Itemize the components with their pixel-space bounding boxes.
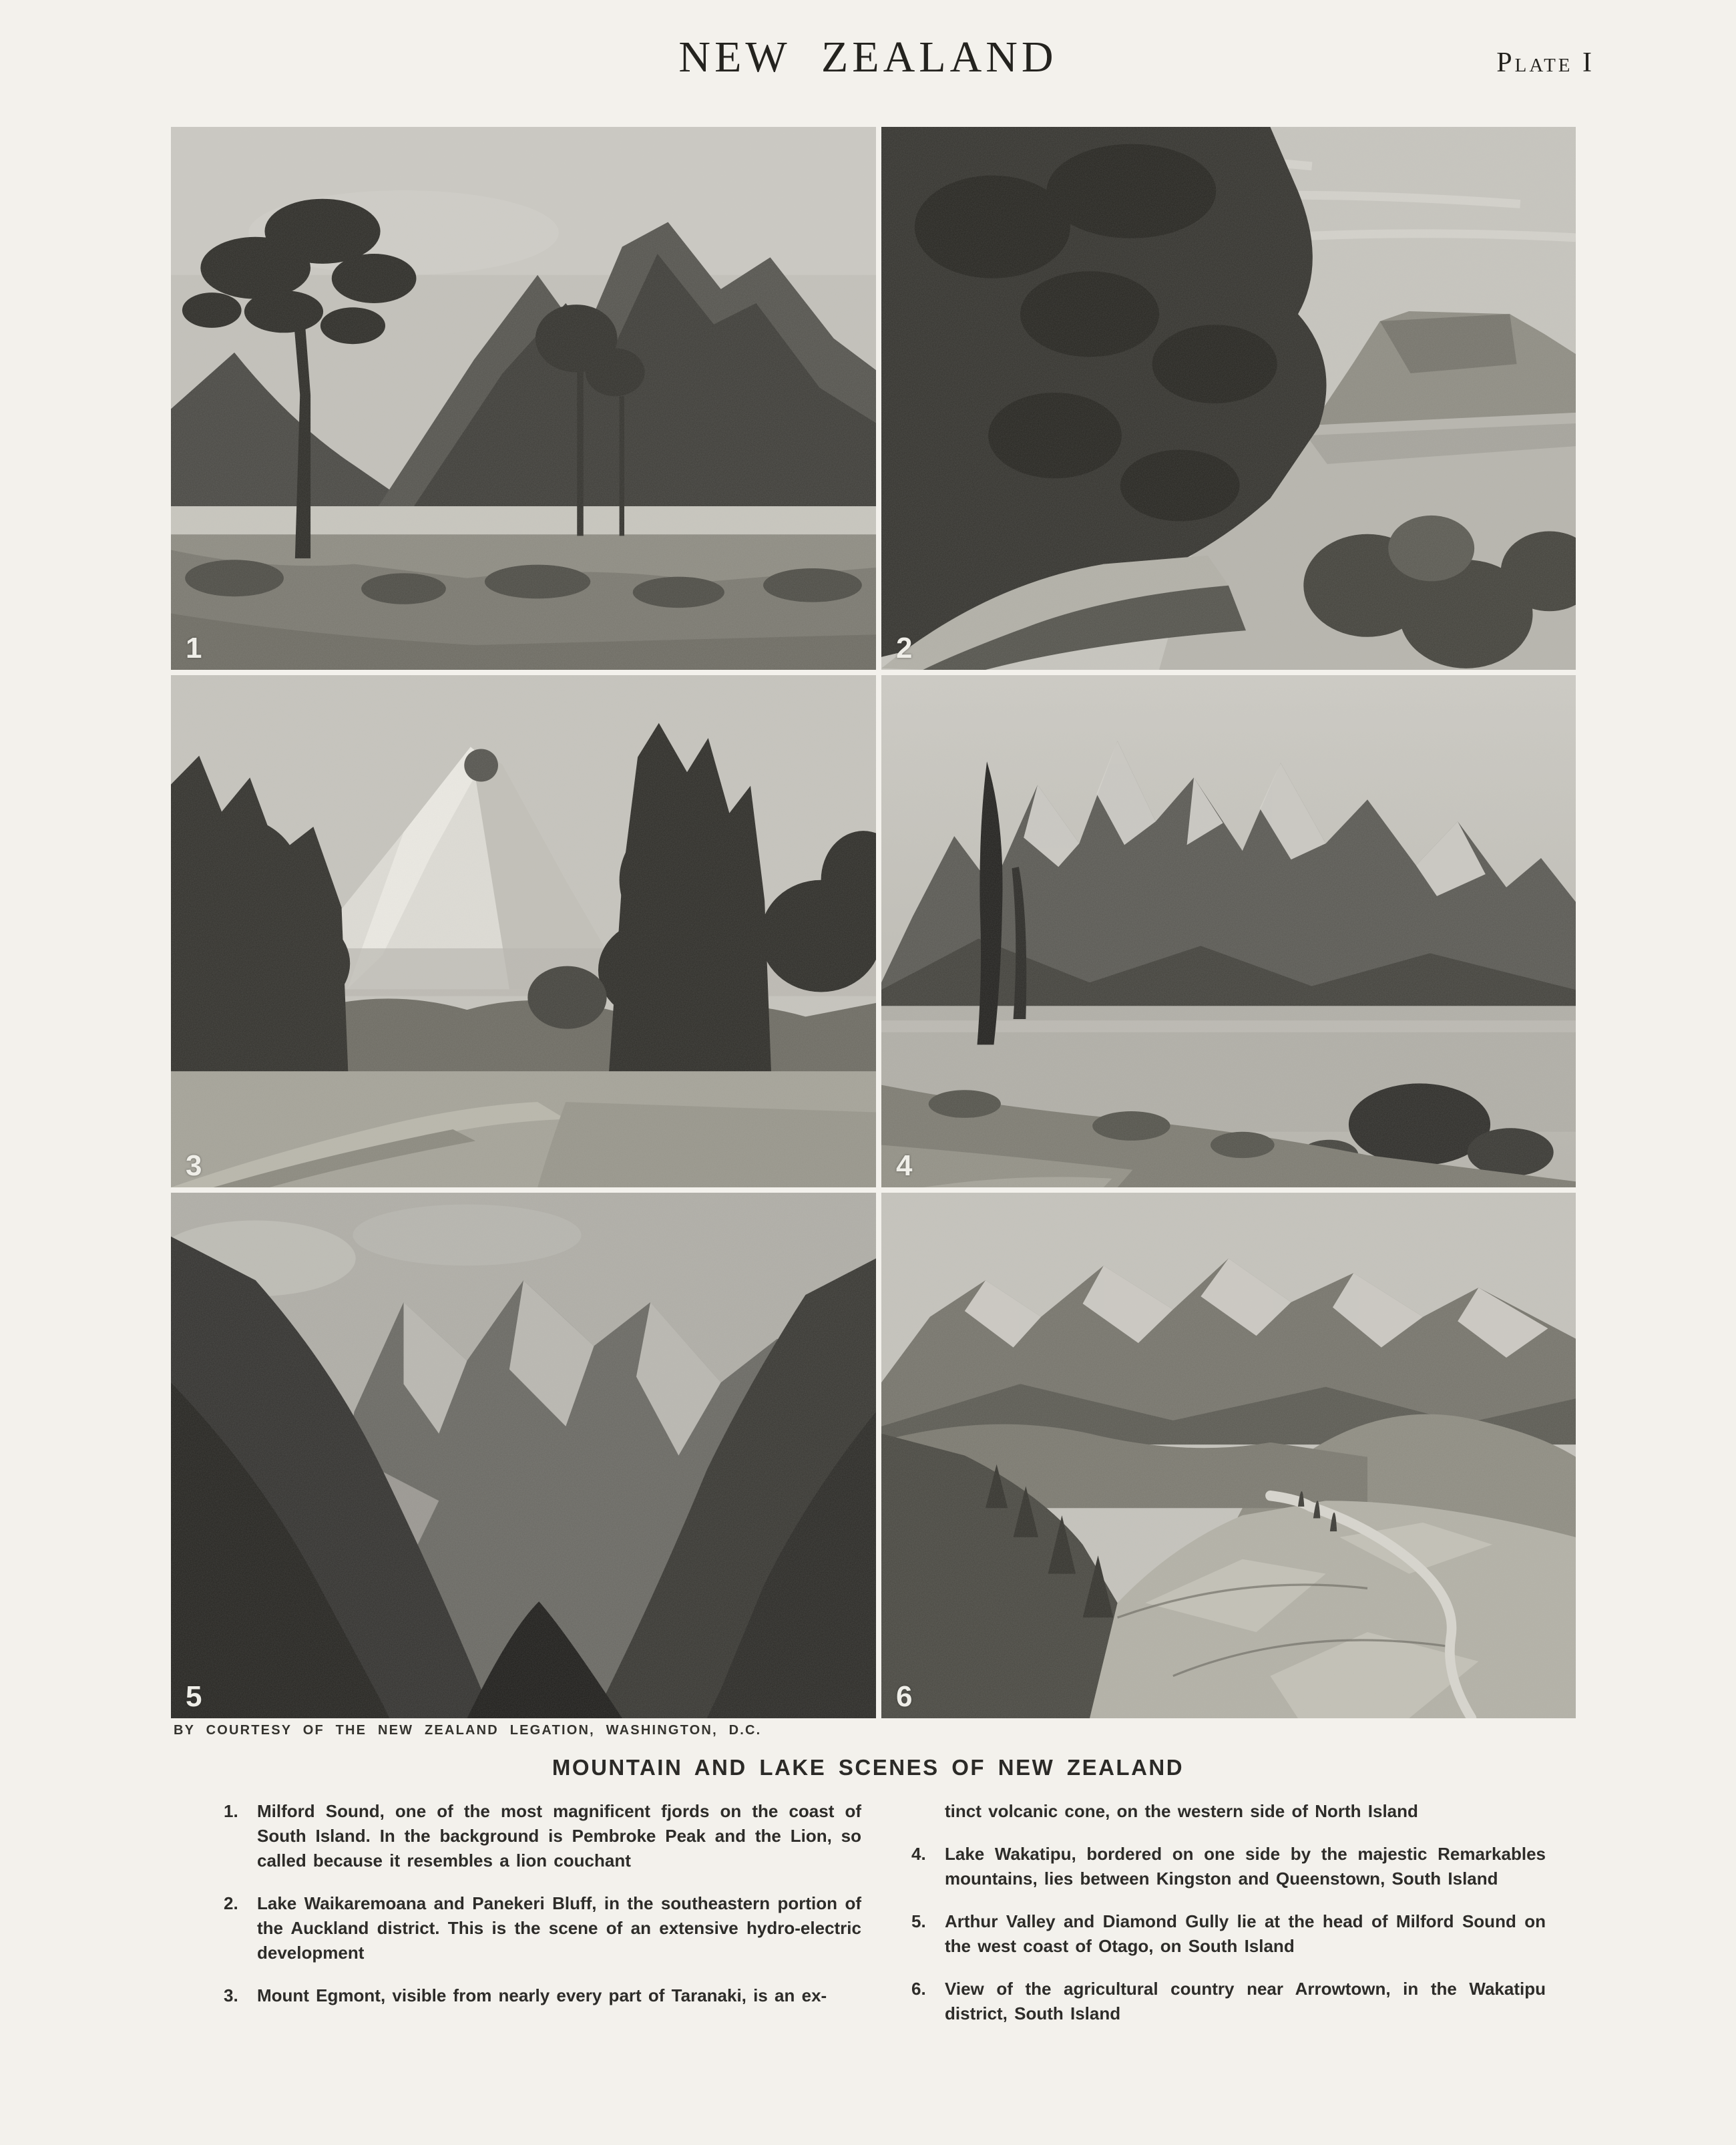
captions-section <box>224 1799 1546 2044</box>
photo-4-lake-wakatipu <box>881 675 1576 1187</box>
caption-text: tinct volcanic cone, on the western side of North Island <box>945 1801 1418 1821</box>
photo-3-mount-egmont <box>171 675 876 1187</box>
photo-4-image <box>881 675 1576 1187</box>
caption-number: 1. <box>224 1801 238 1821</box>
captions-right-column <box>911 1799 1546 2044</box>
caption-item-2 <box>224 1891 861 1965</box>
photo-2-lake-waikaremoana <box>881 127 1576 670</box>
caption-text: Milford Sound, one of the most magnificent fjords on the coast of South Island. In the background is Pembroke Peak and the Lion, so called because it resembles a lion couchant <box>257 1801 861 1871</box>
photo-1-milford-sound <box>171 127 876 670</box>
photo-3-image <box>171 675 876 1187</box>
caption-item-5 <box>911 1909 1546 1959</box>
photo-number: 1 <box>186 632 202 664</box>
caption-item-3-continued <box>911 1799 1546 1824</box>
plate-number-label: Plate I <box>1496 47 1594 78</box>
caption-text: Lake Waikaremoana and Panekeri Bluff, in the southeastern portion of the Auckland district. This is the scene of an extensive hydro-electric development <box>257 1893 861 1963</box>
courtesy-line: BY COURTESY OF THE NEW ZEALAND LEGATION, WASHINGTON, D.C. <box>174 1723 762 1738</box>
photo-2-image <box>881 127 1576 670</box>
caption-text: Mount Egmont, visible from nearly every part of Taranaki, is an ex- <box>257 1985 827 2005</box>
photo-1-image <box>171 127 876 670</box>
photo-number: 3 <box>186 1149 202 1182</box>
photo-number: 2 <box>896 632 913 664</box>
photo-number: 6 <box>896 1680 913 1713</box>
caption-item-1 <box>224 1799 861 1873</box>
photo-6-arrowtown-country <box>881 1193 1576 1718</box>
caption-item-3 <box>224 1983 861 2008</box>
caption-item-6 <box>911 1977 1546 2026</box>
caption-number: 6. <box>911 1979 926 1999</box>
photo-5-image <box>171 1193 876 1718</box>
page-title: NEW ZEALAND <box>678 33 1058 81</box>
caption-number <box>911 1799 945 1824</box>
caption-number: 3. <box>224 1985 238 2005</box>
photo-number: 4 <box>896 1149 913 1182</box>
photo-6-image <box>881 1193 1576 1718</box>
photo-5-arthur-valley <box>171 1193 876 1718</box>
photo-grid <box>171 127 1576 1718</box>
caption-number: 5. <box>911 1911 926 1931</box>
caption-number: 2. <box>224 1893 238 1913</box>
captions-title: MOUNTAIN AND LAKE SCENES OF NEW ZEALAND <box>552 1755 1184 1780</box>
caption-item-4 <box>911 1842 1546 1891</box>
caption-text: Lake Wakatipu, bordered on one side by the majestic Remarkables mountains, lies between Kingston and Queenstown, South Island <box>945 1844 1546 1889</box>
caption-text: Arthur Valley and Diamond Gully lie at the head of Milford Sound on the west coast of Otago, on South Island <box>945 1911 1546 1956</box>
caption-number: 4. <box>911 1844 926 1864</box>
photo-number: 5 <box>186 1680 202 1713</box>
caption-text: View of the agricultural country near Arrowtown, in the Wakatipu district, South Island <box>945 1979 1546 2023</box>
captions-left-column <box>224 1799 861 2044</box>
